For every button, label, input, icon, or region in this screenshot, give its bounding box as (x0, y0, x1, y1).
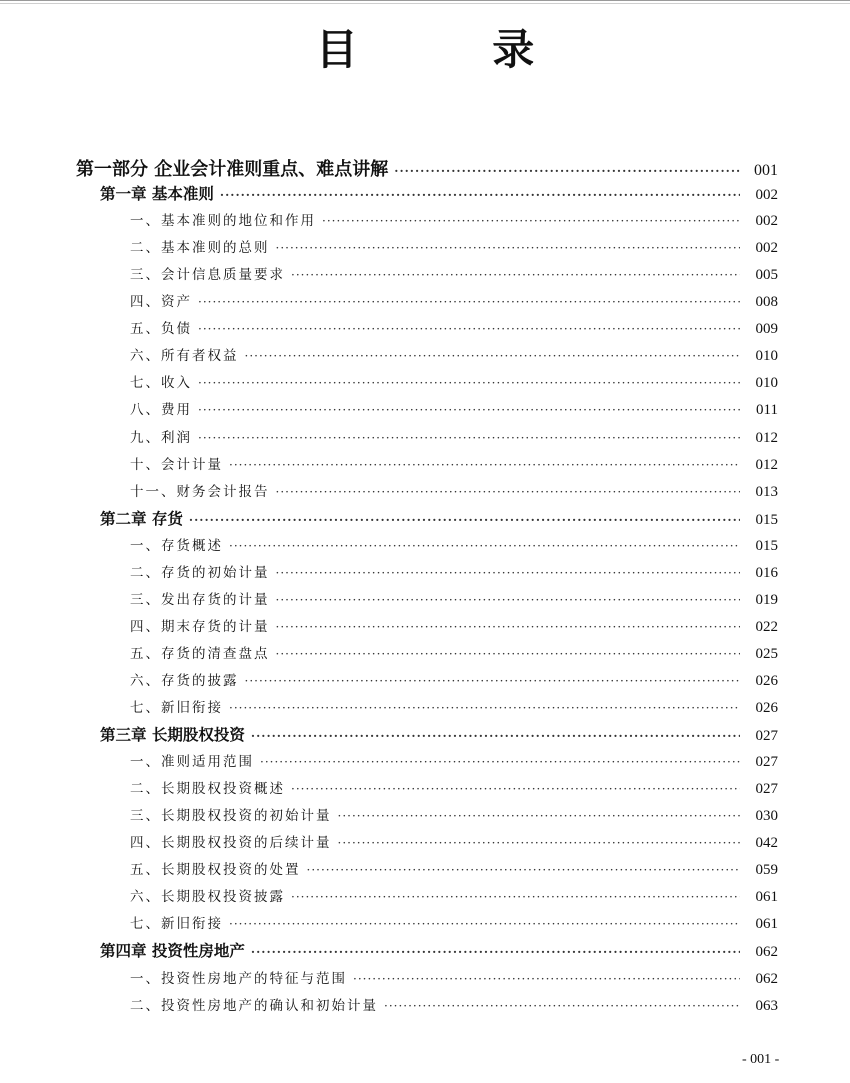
toc-section-label: 十一、财务会计报告 (130, 483, 270, 500)
dot-leader (229, 917, 740, 931)
dot-leader (307, 863, 741, 877)
dot-leader (276, 566, 741, 580)
toc-chapter-page-number: 027 (755, 728, 778, 745)
dot-leader (198, 295, 740, 309)
dot-leader (291, 890, 740, 904)
dot-leader (338, 836, 741, 850)
dot-leader (198, 431, 740, 445)
toc-section-label: 七、新旧衔接 (130, 916, 223, 933)
toc-section-label: 五、负债 (130, 321, 192, 338)
dot-leader (276, 241, 741, 255)
toc-section-label: 二、基本准则的总则 (130, 240, 270, 257)
toc-section-label: 六、存货的披露 (130, 672, 239, 689)
toc-section[interactable] (130, 994, 778, 1018)
dot-leader (229, 539, 740, 553)
toc-section-page-number: 025 (755, 645, 778, 662)
toc-chapter[interactable] (100, 182, 778, 206)
toc-section-label: 六、长期股权投资披露 (130, 889, 285, 906)
toc-section-page-number: 030 (755, 808, 778, 825)
toc-section-page-number: 012 (755, 456, 778, 473)
toc-chapter-page-number: 002 (755, 187, 778, 204)
toc-section-page-number: 011 (756, 402, 778, 419)
toc-part[interactable] (76, 155, 778, 181)
dot-leader (384, 999, 740, 1013)
toc-section[interactable] (130, 209, 778, 233)
toc-section[interactable] (130, 615, 778, 639)
toc-section-label: 八、费用 (130, 402, 192, 419)
toc-section-page-number: 026 (755, 672, 778, 689)
dot-leader (198, 376, 740, 390)
toc-section-page-number: 016 (755, 564, 778, 581)
toc-section-label: 九、利润 (130, 429, 192, 446)
toc-section-label: 三、长期股权投资的初始计量 (130, 808, 332, 825)
dot-leader (291, 782, 740, 796)
toc-section[interactable] (130, 967, 778, 991)
dot-leader (394, 164, 740, 178)
toc-section-page-number: 013 (755, 483, 778, 500)
toc-section[interactable] (130, 371, 778, 395)
dot-leader (322, 214, 740, 228)
toc-section-label: 四、资产 (130, 294, 192, 311)
toc-section[interactable] (130, 263, 778, 287)
toc-section-page-number: 026 (755, 700, 778, 716)
toc-section-page-number: 005 (755, 267, 778, 284)
dot-leader (276, 485, 741, 499)
toc-section-page-number: 008 (755, 294, 778, 311)
dot-leader (251, 729, 740, 743)
toc-chapter-label: 第三章 长期股权投资 (100, 725, 245, 745)
toc-section[interactable] (130, 588, 778, 612)
toc-section-page-number: 062 (755, 970, 778, 987)
toc-section[interactable] (130, 696, 778, 720)
toc-section-page-number: 019 (755, 591, 778, 608)
toc-section-page-number: 009 (755, 321, 778, 338)
dot-leader (220, 188, 740, 202)
toc-section-page-number: 002 (755, 240, 778, 257)
toc-section[interactable] (130, 750, 778, 774)
top-border-rule (0, 0, 850, 7)
toc-section-label: 一、准则适用范围 (130, 754, 254, 771)
toc-section[interactable] (130, 669, 778, 693)
toc-section[interactable] (130, 290, 778, 314)
toc-section[interactable] (130, 534, 778, 558)
toc-section-label: 一、存货概述 (130, 537, 223, 554)
toc-section-label: 五、存货的清查盘点 (130, 645, 270, 662)
toc-section-label: 七、收入 (130, 375, 192, 392)
toc-section-page-number: 061 (755, 889, 778, 906)
dot-leader (245, 674, 741, 688)
toc-section-page-number: 010 (755, 375, 778, 392)
toc-section-page-number: 027 (755, 754, 778, 771)
toc-section[interactable] (130, 317, 778, 341)
toc-section-page-number: 015 (755, 537, 778, 554)
toc-section-label: 六、所有者权益 (130, 348, 239, 365)
footer-page-number: - 001 - (742, 1052, 780, 1067)
dot-leader (338, 809, 741, 823)
toc-section[interactable] (130, 236, 778, 260)
toc-section[interactable] (130, 426, 778, 450)
page-title: 目 录 (315, 25, 595, 74)
dot-leader (189, 513, 740, 527)
toc-chapter[interactable] (100, 723, 778, 747)
toc-section-page-number: 042 (755, 835, 778, 852)
toc-section[interactable] (130, 642, 778, 666)
toc-section-label: 四、期末存货的计量 (130, 618, 270, 635)
toc-chapter-label: 第四章 投资性房地产 (100, 941, 245, 961)
toc-chapter[interactable] (100, 939, 778, 963)
toc-section[interactable] (130, 804, 778, 828)
toc-section-label: 三、发出存货的计量 (130, 591, 270, 608)
dot-leader (229, 701, 740, 715)
toc-chapter[interactable] (100, 507, 778, 531)
toc-section-label: 二、投资性房地产的确认和初始计量 (130, 997, 378, 1014)
toc-section-page-number: 010 (755, 348, 778, 365)
dot-leader (291, 268, 740, 282)
toc-section-label: 一、基本准则的地位和作用 (130, 213, 316, 230)
toc-section[interactable] (130, 561, 778, 585)
toc-section-page-number: 002 (755, 213, 778, 230)
toc-section-label: 三、会计信息质量要求 (130, 267, 285, 284)
toc-part-label: 第一部分 企业会计准则重点、难点讲解 (76, 159, 389, 180)
toc-section[interactable] (130, 912, 778, 936)
toc-section-page-number: 027 (755, 781, 778, 798)
toc-section-label: 十、会计计量 (130, 456, 223, 473)
dot-leader (260, 755, 740, 769)
toc-chapter-label: 第二章 存货 (100, 508, 183, 528)
toc-section[interactable] (130, 398, 778, 422)
dot-leader (276, 647, 741, 661)
toc-section-page-number: 022 (755, 618, 778, 635)
toc-section[interactable] (130, 453, 778, 477)
dot-leader (276, 620, 741, 634)
dot-leader (251, 945, 740, 959)
toc-section-label: 五、长期股权投资的处置 (130, 862, 301, 879)
toc-section[interactable] (130, 777, 778, 801)
dot-leader (229, 458, 740, 472)
toc-section-label: 二、长期股权投资概述 (130, 781, 285, 798)
dot-leader (198, 403, 740, 417)
dot-leader (353, 972, 740, 986)
toc-section-label: 一、投资性房地产的特征与范围 (130, 970, 347, 987)
dot-leader (276, 593, 741, 607)
dot-leader (245, 349, 741, 363)
toc-section[interactable] (130, 344, 778, 368)
dot-leader (198, 322, 740, 336)
toc-section-page-number: 063 (755, 997, 778, 1014)
toc-section[interactable] (130, 858, 778, 882)
toc-section[interactable] (130, 831, 778, 855)
toc-chapter-page-number: 015 (755, 511, 778, 528)
toc-section-page-number: 061 (755, 916, 778, 933)
toc-part-page-number: 001 (754, 162, 778, 179)
toc-chapter-label: 第一章 基本准则 (100, 184, 214, 204)
toc-section[interactable] (130, 480, 778, 504)
toc-section-label: 七、新旧衔接 (130, 700, 223, 716)
toc-section-label: 四、长期股权投资的后续计量 (130, 835, 332, 852)
toc-section-label: 二、存货的初始计量 (130, 564, 270, 581)
toc-section[interactable] (130, 885, 778, 909)
toc-section-page-number: 059 (755, 862, 778, 879)
toc-chapter-page-number: 062 (755, 944, 778, 961)
toc-section-page-number: 012 (755, 429, 778, 446)
